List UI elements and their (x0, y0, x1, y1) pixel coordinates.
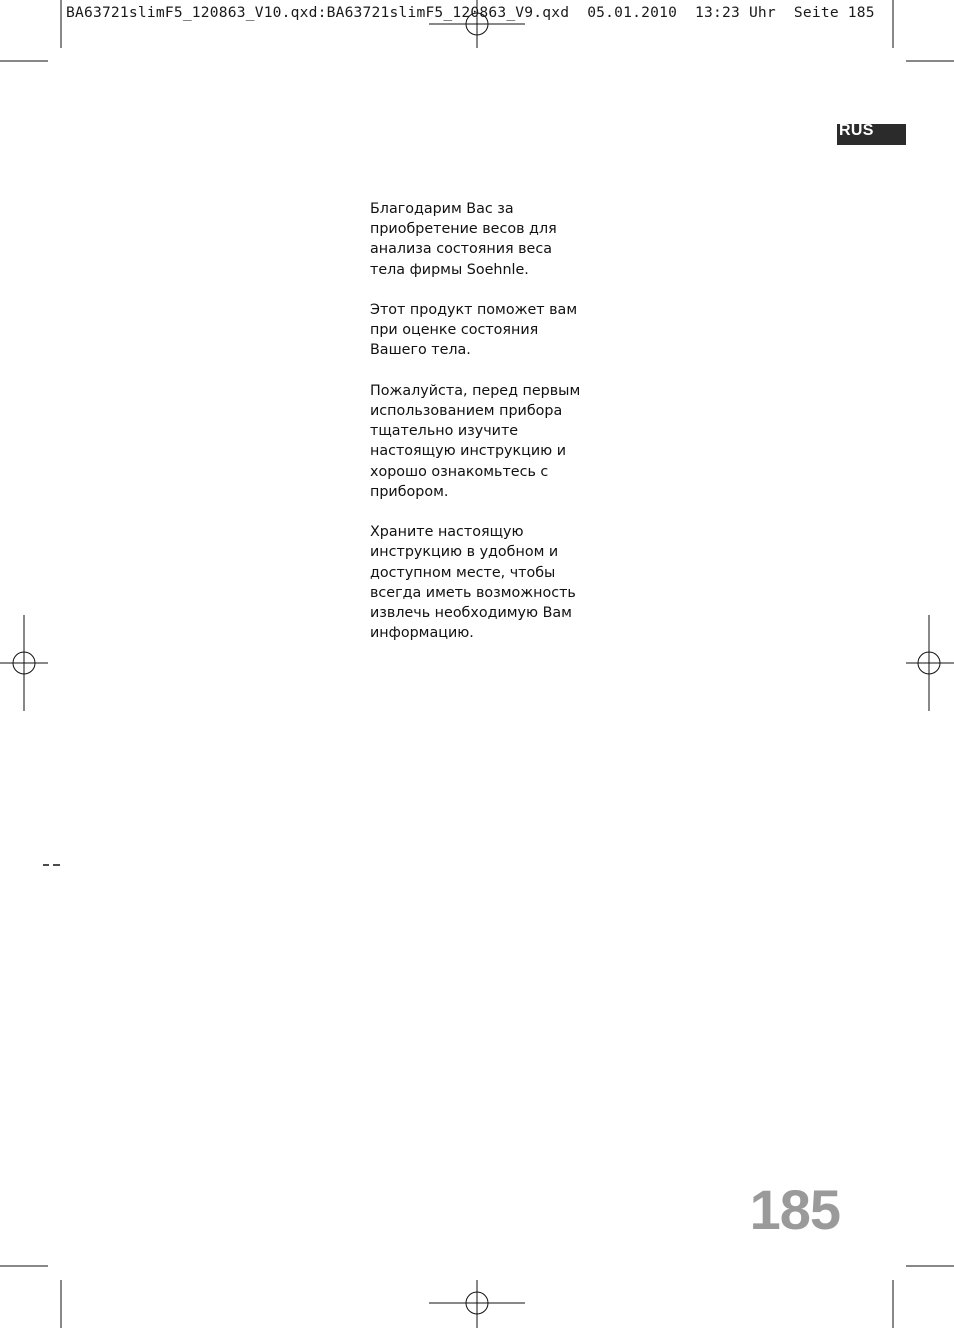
page-number: 185 (749, 1178, 840, 1241)
registration-mark-bottom (429, 1280, 525, 1328)
paragraph-product-help (370, 300, 610, 361)
paragraph-thanks (370, 199, 610, 280)
text-line: приобретение весов для (370, 221, 557, 238)
print-slug-line: BA63721slimF5_120863_V10.qxd:BA63721slimF5_120863_V9.qxd 05.01.2010 13:23 Uhr Seite 185 (66, 4, 875, 21)
intro-text (370, 199, 610, 664)
text-line: настоящую инструкцию и (370, 443, 567, 460)
language-tab-label: RUS (839, 122, 874, 139)
text-line: Вашего тела. (370, 342, 471, 359)
text-line: извлечь необходимую Вам (370, 605, 572, 622)
paragraph-read-instructions (370, 381, 610, 502)
dash-mark (43, 864, 60, 866)
text-line: хорошо ознакомьтесь с (370, 463, 549, 480)
text-line: всегда иметь возможность (370, 584, 576, 601)
text-line: анализа состояния веса (370, 241, 552, 258)
text-line: Храните настоящую (370, 524, 524, 541)
text-line: информацию. (370, 625, 474, 642)
paragraph-keep-instructions (370, 522, 610, 643)
language-tab (837, 124, 906, 145)
text-line: Благодарим Вас за (370, 201, 514, 217)
text-line: прибором. (370, 483, 449, 500)
text-line: при оценке состояния (370, 322, 539, 339)
registration-mark-right (906, 615, 954, 711)
text-line: Пожалуйста, перед первым (370, 382, 581, 399)
text-line: использованием прибора (370, 403, 563, 419)
text-line: тщательно изучите (370, 423, 519, 440)
text-line: тела фирмы Soehnle. (370, 261, 529, 278)
registration-mark-left (0, 615, 48, 711)
text-line: доступном месте, чтобы (370, 564, 556, 581)
text-line: инструкцию в удобном и (370, 544, 559, 561)
text-line: Этот продукт поможет вам (370, 302, 578, 318)
